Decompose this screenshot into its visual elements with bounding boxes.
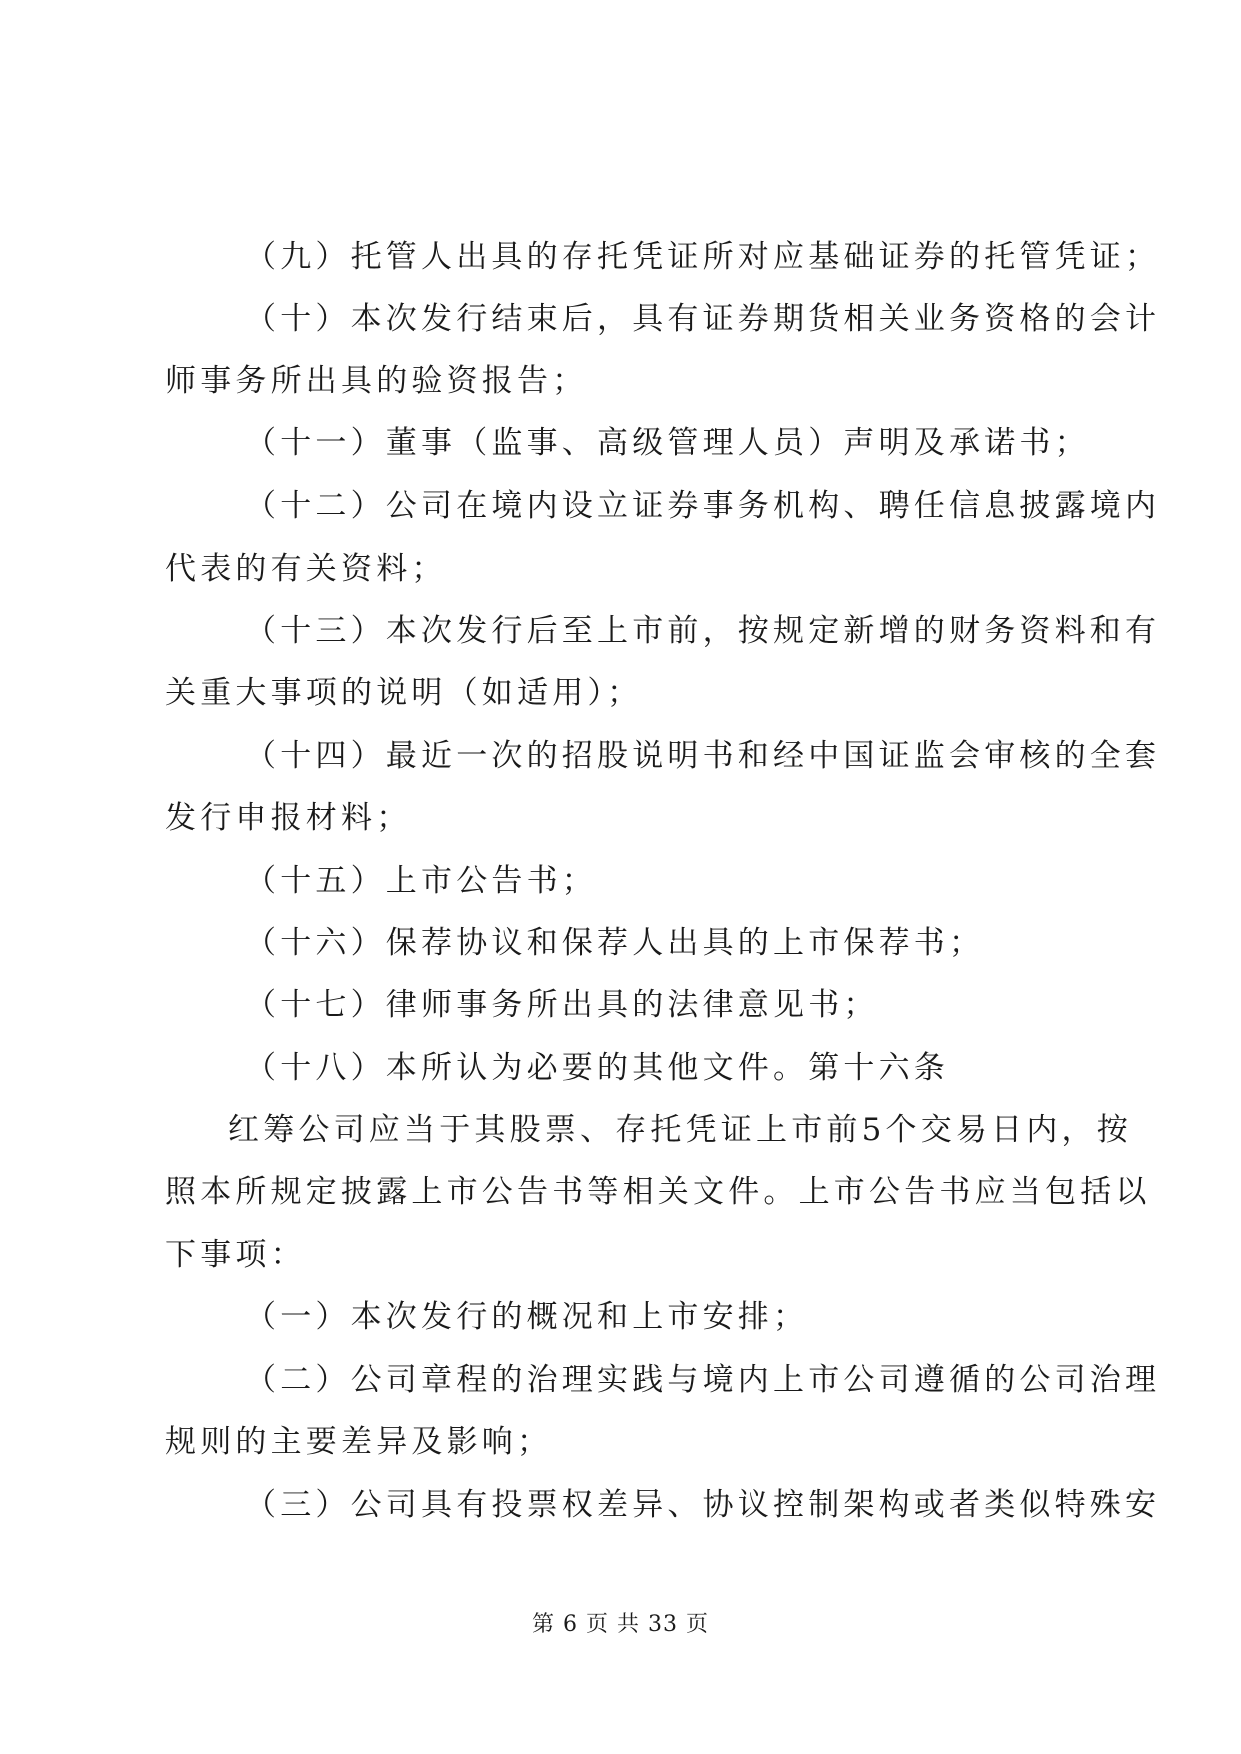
text-line: 关重大事项的说明（如适用）；: [165, 675, 643, 711]
text-line: 代表的有关资料；: [165, 551, 447, 587]
text-line: 规则的主要差异及影响；: [165, 1424, 553, 1460]
text-line: （十五）上市公告书；: [245, 863, 597, 899]
text-line: （三）公司具有投票权差异、协议控制架构或者类似特殊安: [245, 1487, 1161, 1523]
text-line: （十四）最近一次的招股说明书和经中国证监会审核的全套: [245, 738, 1161, 774]
text-line: （十六）保荐协议和保荐人出具的上市保荐书；: [245, 925, 985, 961]
text-line: （九）托管人出具的存托凭证所对应基础证券的托管凭证；: [245, 239, 1161, 275]
text-line: 红筹公司应当于其股票、存托凭证上市前5个交易日内，按: [228, 1112, 1132, 1148]
text-line: （十三）本次发行后至上市前，按规定新增的财务资料和有: [245, 613, 1161, 649]
text-line: （十一）董事（监事、高级管理人员）声明及承诺书；: [245, 425, 1090, 461]
text-line: 照本所规定披露上市公告书等相关文件。上市公告书应当包括以: [165, 1174, 1151, 1210]
text-line: （一）本次发行的概况和上市安排；: [245, 1299, 809, 1335]
page-number-label: 第 6 页 共 33 页: [532, 1612, 709, 1637]
text-line: （十）本次发行结束后，具有证券期货相关业务资格的会计: [245, 301, 1161, 337]
text-line: 下事项：: [165, 1237, 306, 1273]
text-line: 发行申报材料；: [165, 800, 412, 836]
text-line: 师事务所出具的验资报告；: [165, 363, 588, 399]
text-line: （十八）本所认为必要的其他文件。第十六条: [245, 1050, 949, 1086]
text-line: （二）公司章程的治理实践与境内上市公司遵循的公司治理: [245, 1362, 1161, 1398]
text-line: （十二）公司在境内设立证券事务机构、聘任信息披露境内: [245, 488, 1161, 524]
page-footer: [0, 1610, 1241, 1640]
text-line: （十七）律师事务所出具的法律意见书；: [245, 987, 879, 1023]
